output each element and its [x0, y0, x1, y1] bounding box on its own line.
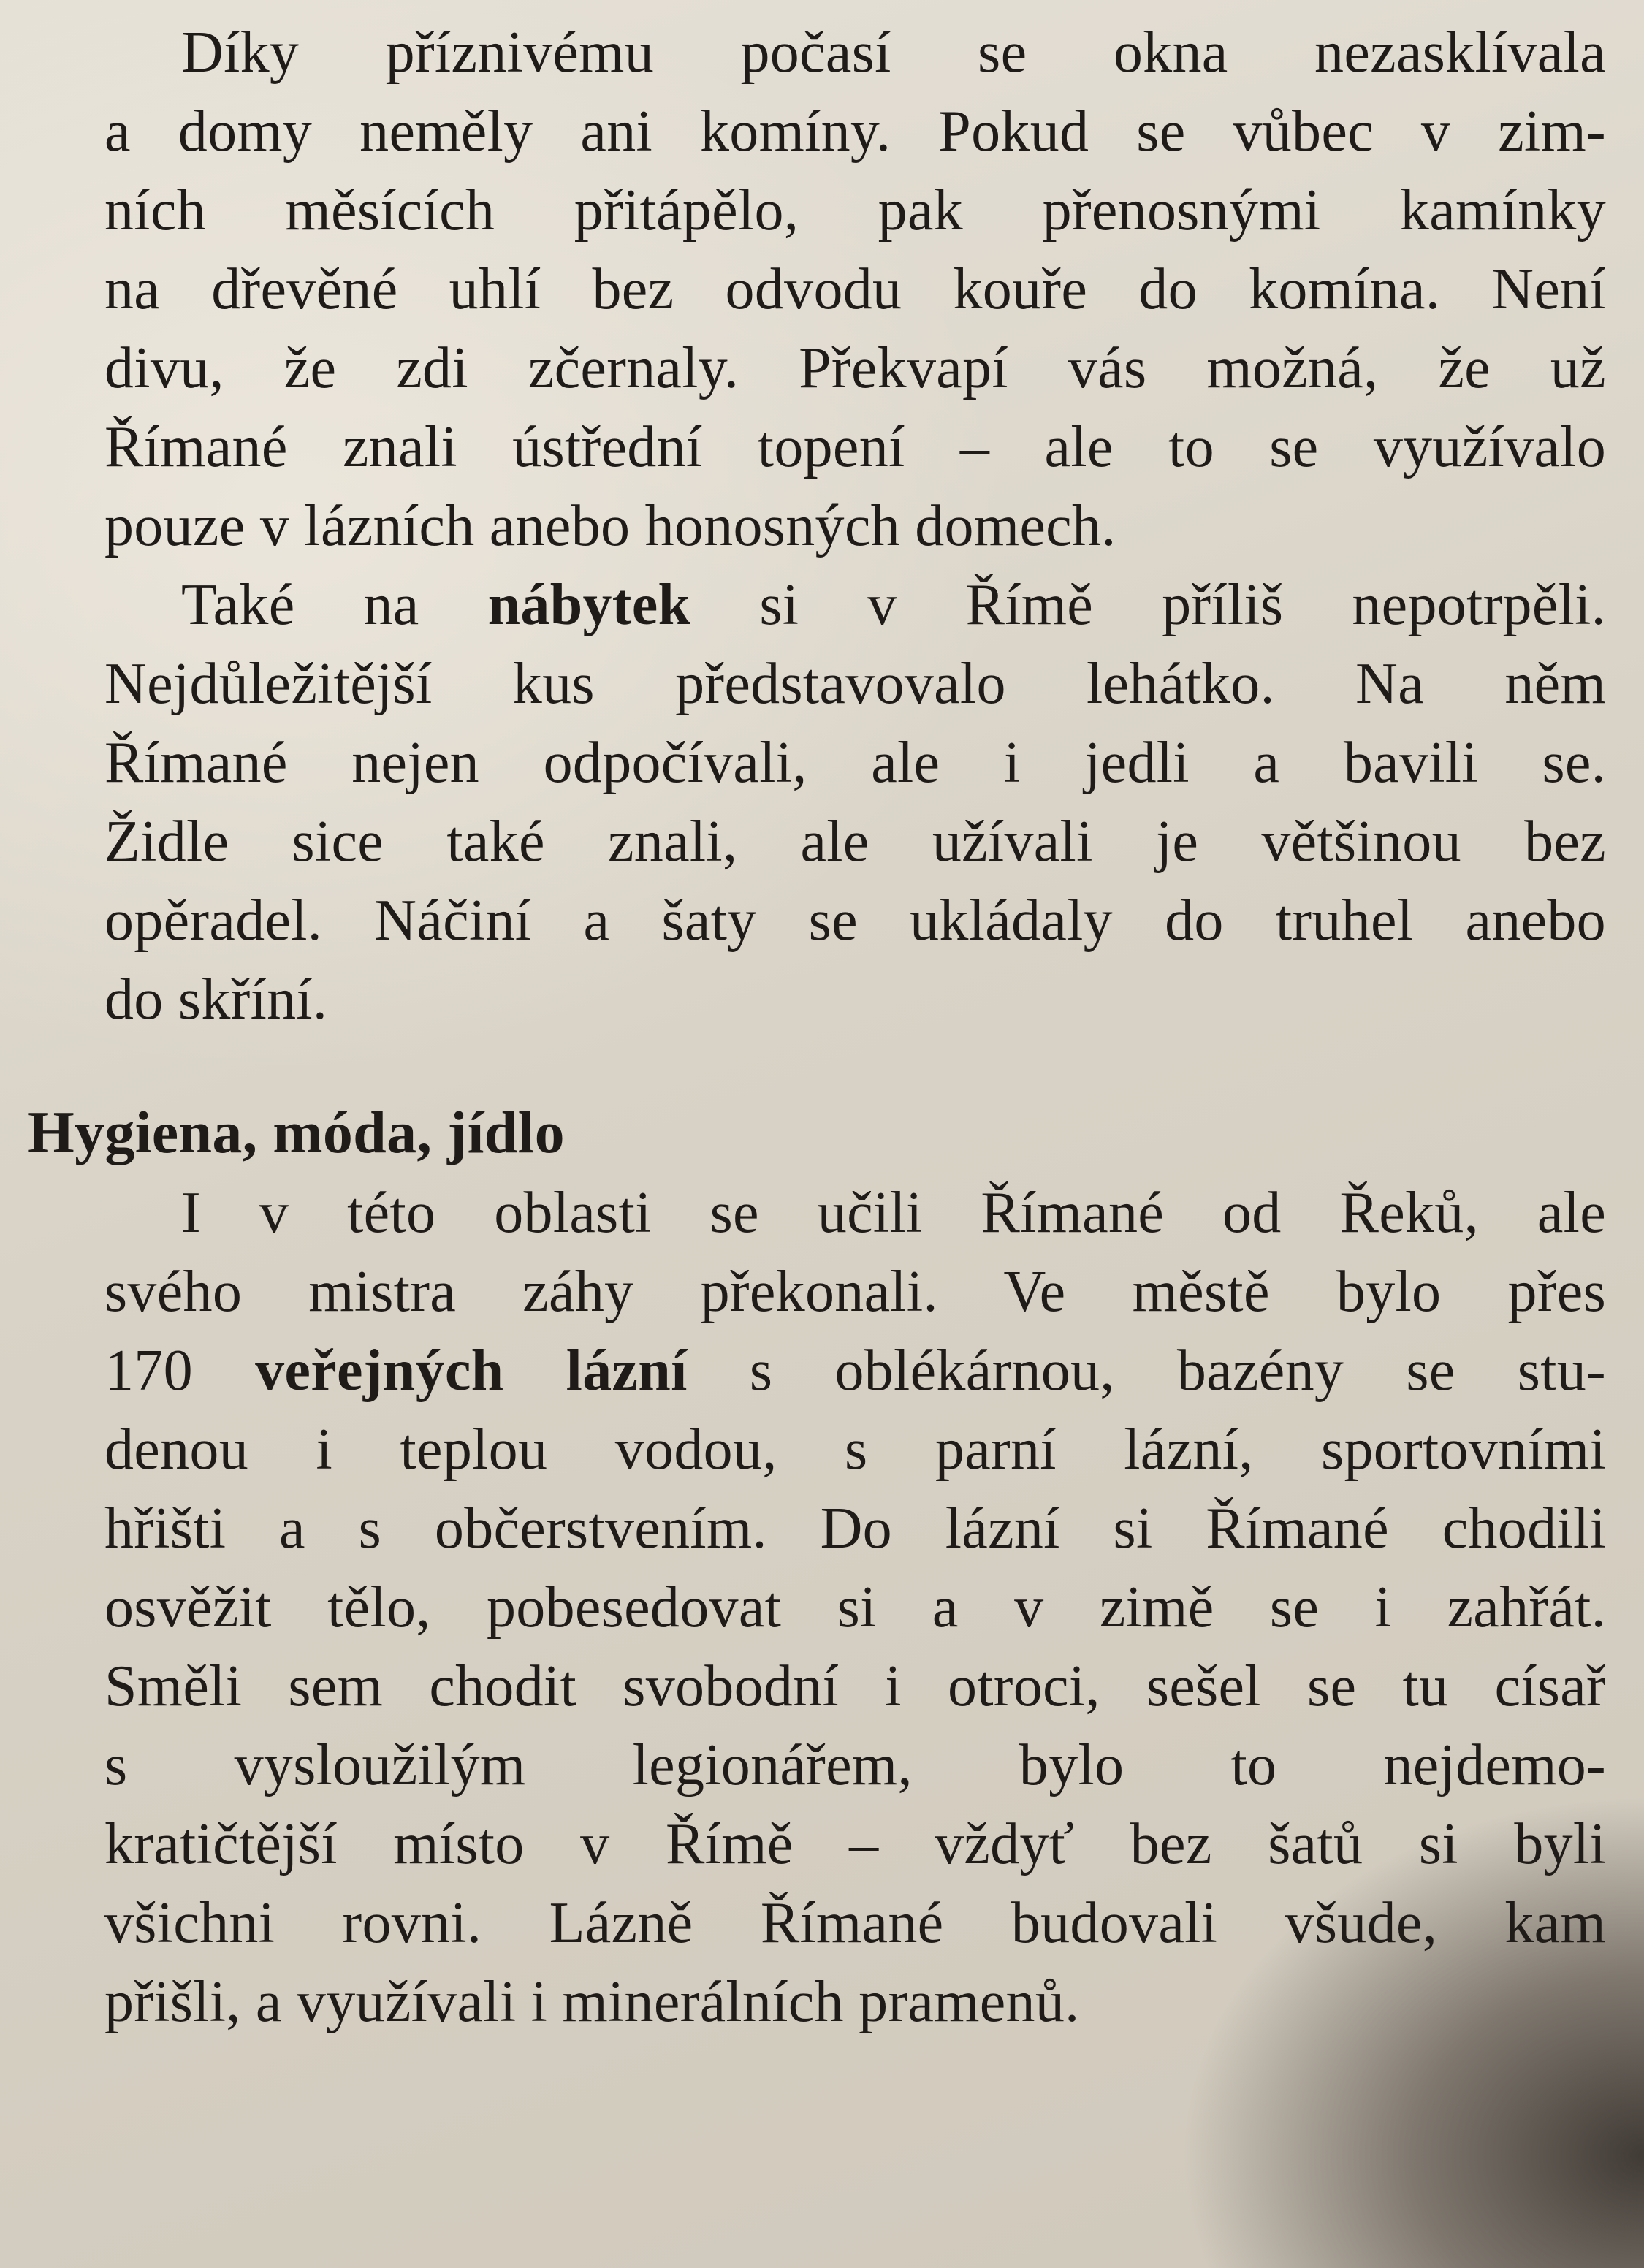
- text-run: si v Římě příliš nepotrpěli.: [690, 573, 1606, 637]
- text-line: denou i teplou vodou, s parní lázní, sportovními: [104, 1418, 1606, 1482]
- paragraph-furniture: [28, 566, 1606, 1039]
- text-line: s vysloužilým legionářem, bylo to nejdemo-: [104, 1733, 1606, 1797]
- text-line: svého mistra záhy překonali. Ve městě bylo přes: [104, 1260, 1606, 1324]
- text-run: s oblékárnou, bazény se stu-: [687, 1339, 1607, 1403]
- page-text: [28, 13, 1606, 2041]
- text-line: hřišti a s občerstvením. Do lázní si Římané chodili: [104, 1496, 1606, 1561]
- text-line: Římané znali ústřední topení – ale to se využívalo: [104, 415, 1606, 479]
- text-line: na dřevěné uhlí bez odvodu kouře do komína. Není: [104, 257, 1606, 321]
- bold-term-baths: veřejných lázní: [255, 1339, 688, 1403]
- text-line: divu, že zdi zčernaly. Překvapí vás možná, že už: [104, 336, 1606, 400]
- text-line: Židle sice také znali, ale užívali je většinou bez: [104, 810, 1606, 874]
- text-line: přišli, a využívali i minerálních pramenů.: [104, 1970, 1080, 2034]
- text-line: Římané nejen odpočívali, ale i jedli a bavili se.: [104, 731, 1606, 795]
- text-line: do skříní.: [104, 967, 328, 1032]
- paragraph-heating: [28, 13, 1606, 566]
- text-line: všichni rovni. Lázně Římané budovali všude, kam: [104, 1891, 1606, 1955]
- text-line: kratičtější místo v Římě – vždyť bez šatů si byli: [104, 1812, 1606, 1876]
- text-line: Směli sem chodit svobodní i otroci, sešel se tu císař: [104, 1654, 1606, 1719]
- text-line: [28, 566, 1606, 644]
- paragraph-hygiene: [28, 1173, 1606, 2041]
- text-run: Také na: [181, 573, 488, 637]
- bold-term-furniture: nábytek: [487, 573, 691, 637]
- text-line: Nejdůležitější kus představovalo lehátko. Na něm: [104, 652, 1606, 716]
- text-line: [28, 1331, 1606, 1410]
- text-run: 170: [104, 1339, 256, 1403]
- text-line: opěradel. Náčiní a šaty se ukládaly do truhel anebo: [104, 888, 1606, 953]
- text-line: Díky příznivému počasí se okna nezasklívala: [181, 20, 1606, 85]
- text-line: a domy neměly ani komíny. Pokud se vůbec v zim-: [104, 99, 1606, 164]
- text-line: osvěžit tělo, pobesedovat si a v zimě se i zahřát.: [104, 1575, 1606, 1640]
- text-line: pouze v lázních anebo honosných domech.: [104, 494, 1116, 558]
- section-heading: Hygiena, móda, jídlo: [28, 1099, 565, 1165]
- text-line: I v této oblasti se učili Římané od Řeků, ale: [181, 1181, 1606, 1245]
- text-line: ních měsících přitápělo, pak přenosnými kamínky: [104, 178, 1606, 243]
